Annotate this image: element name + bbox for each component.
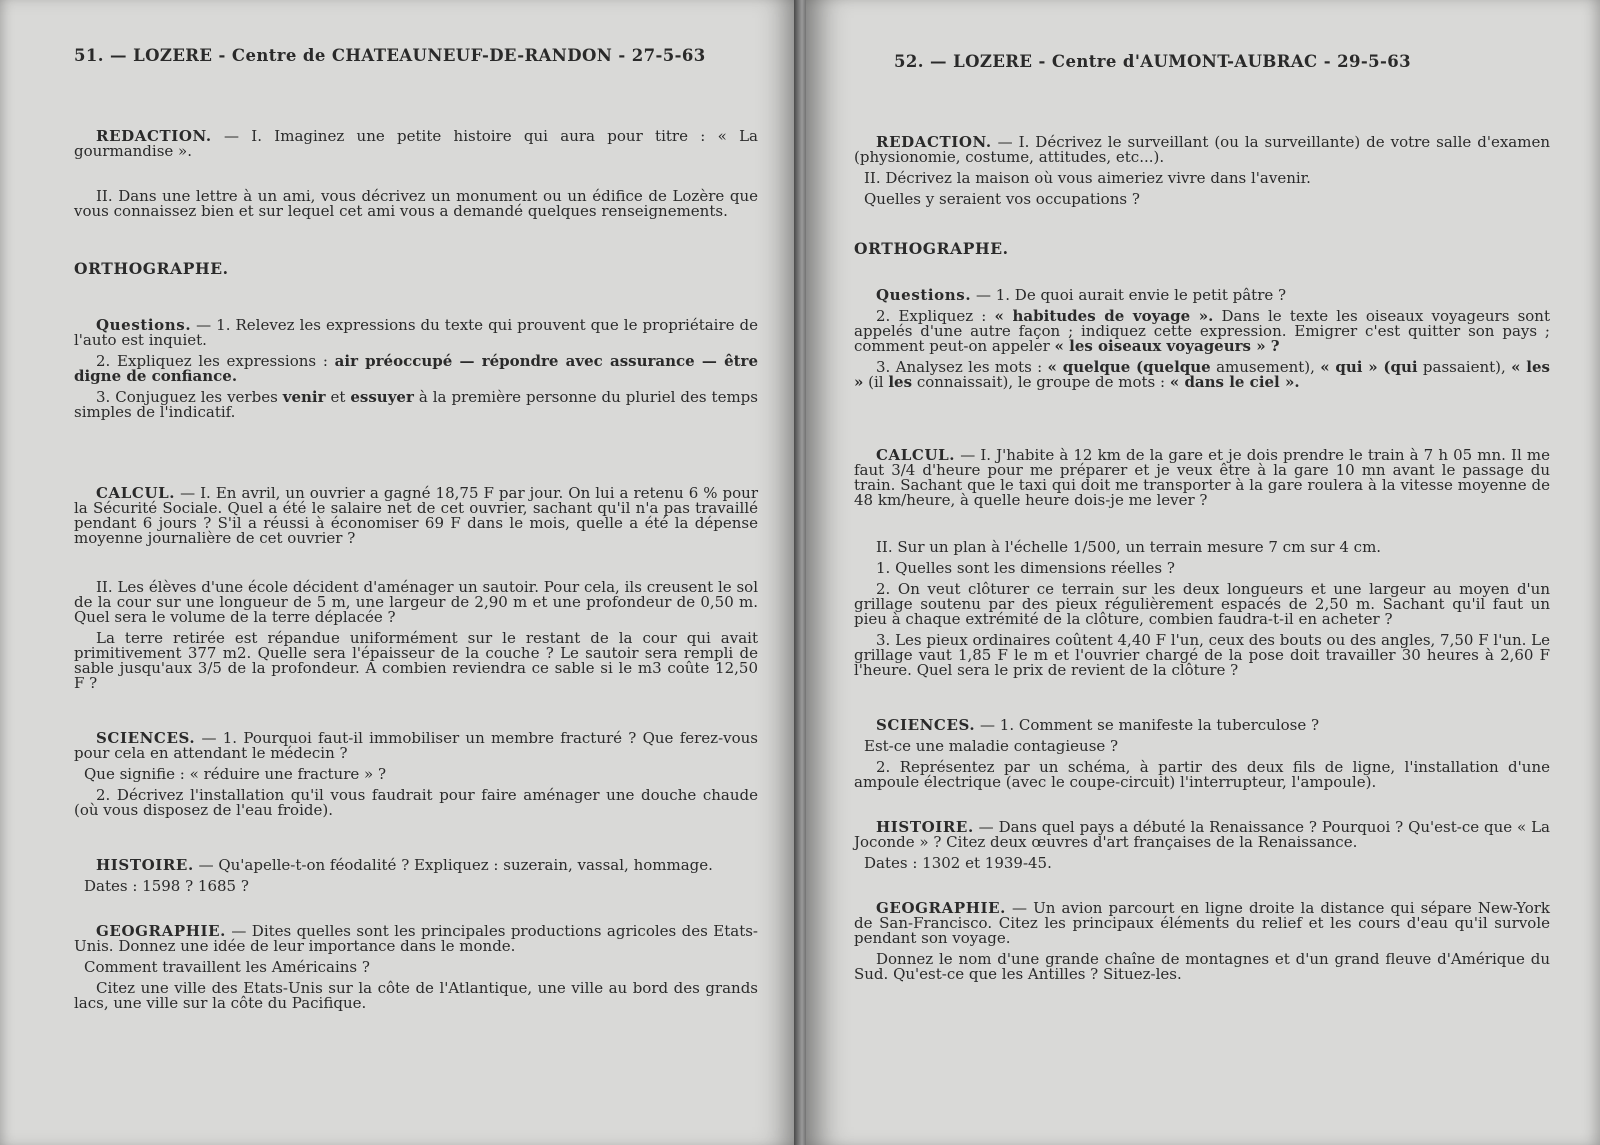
paragraph: 2. Décrivez l'installation qu'il vous faudrait pour faire aménager une douche chaude (où vous disposez de l'eau froide). <box>74 786 758 819</box>
orthographe-section <box>854 288 1550 390</box>
paragraph: II. Les élèves d'une école décident d'aménager un sautoir. Pour cela, ils creusent le sol de la cour sur une longueur de 5 m, une largeur de 2,90 m et une profondeur de 0,50 m. Quel sera le volume de la terre déplacée ? <box>74 578 758 626</box>
geographie-section <box>854 901 1550 982</box>
paragraph: — Un avion parcourt en ligne droite la distance qui sépare New-York de San-Francisco. Citez les principaux éléments du relief et les cours d'eau qu'il survole pendant son voyage. <box>854 899 1550 947</box>
paragraph: — I. Imaginez une petite histoire qui aura pour titre : « La gourmandise ». <box>74 127 758 160</box>
text: Dans le texte les oiseaux voyageurs sont appelés d'une autre façon ; indiquez cette expression. Emigrer c'est quitter son pays ; comment peut-on appeler <box>854 307 1550 355</box>
text: 3. Analysez les mots : <box>876 358 1048 376</box>
paragraph: — I. J'habite à 12 km de la gare et je dois prendre le train à 7 h 05 mn. Il me faut 3/4 d'heure pour me préparer et je veux être à la gare 10 mn avant le passage du train. Sachant que le taxi qui doit me transporter à la gare roulera à la vitesse moyenne de 48 km/heure, à quelle heure dois-je me lever ? <box>854 446 1550 509</box>
section-heading: REDACTION. <box>96 127 212 145</box>
paragraph: — I. Décrivez le surveillant (ou la surveillante) de votre salle d'examen (physionomie, costume, attitudes, etc...). <box>854 133 1550 166</box>
histoire-section <box>854 820 1550 871</box>
text: amusement), <box>1210 358 1321 376</box>
emphasis: « qui » (qui <box>1320 358 1418 376</box>
paragraph: 3. Conjuguez les verbes <box>96 388 283 406</box>
text: passaient), <box>1417 358 1512 376</box>
redaction-section <box>74 129 758 219</box>
text: à la première personne du pluriel des temps simples de l'indicatif. <box>74 388 758 421</box>
calcul-section <box>74 486 758 691</box>
section-heading: GEOGRAPHIE. <box>96 922 226 940</box>
emphasis: « les oiseaux voyageurs » ? <box>1054 337 1280 355</box>
geographie-section <box>74 924 758 1011</box>
paragraph: — I. En avril, un ouvrier a gagné 18,75 F par jour. On lui a retenu 6 % pour la Sécurité Sociale. Quel a été le salaire net de cet ouvrier, sachant qu'il n'a pas travaillé pendant 6 jours ? S'il a réussi à économiser 69 F dans le mois, quelle a été la dépense moyenne journalière de cet ouvrier ? <box>74 484 758 547</box>
emphasis: « dans le ciel ». <box>1169 373 1300 391</box>
paragraph: La terre retirée est répandue uniformément sur le restant de la cour qui avait primitivement 377 m2. Quelle sera l'épaisseur de la couche ? Le sautoir sera rempli de sable jusqu'aux 3/5 de la profondeur. A combien reviendra ce sable si le m3 coûte 12,50 F ? <box>74 629 758 692</box>
emphasis: essuyer <box>350 388 414 406</box>
page-header: 51. — LOZERE - Centre de CHATEAUNEUF-DE-RANDON - 27-5-63 <box>74 46 706 65</box>
section-heading: SCIENCES. <box>96 729 196 747</box>
paragraph: Citez une ville des Etats-Unis sur la côte de l'Atlantique, une ville au bord des grands lacs, une ville sur la côte du Pacifique. <box>74 979 758 1012</box>
text: (il <box>863 373 889 391</box>
text: et <box>325 388 351 406</box>
paragraph: Que signifie : « réduire une fracture » ? <box>84 765 387 783</box>
paragraph: Dates : 1598 ? 1685 ? <box>84 877 249 895</box>
emphasis: les <box>888 373 913 391</box>
paragraph: — Qu'apelle-t-on féodalité ? Expliquez : suzerain, vassal, hommage. <box>193 856 713 874</box>
subsection-heading: Questions. <box>876 286 972 304</box>
paragraph: — 1. De quoi aurait envie le petit pâtre ? <box>971 286 1287 304</box>
paragraph: II. Décrivez la maison où vous aimeriez vivre dans l'avenir. <box>864 169 1311 187</box>
section-heading: CALCUL. <box>96 484 176 502</box>
text: connaissait), le groupe de mots : <box>912 373 1170 391</box>
paragraph: 2. On veut clôturer ce terrain sur les deux longueurs et une largeur au moyen d'un grillage soutenu par des pieux régulièrement espacés de 2,50 m. Sachant qu'il faut un pieu à chaque extrémité de la clôture, combien faudra-t-il en acheter ? <box>854 580 1550 628</box>
paragraph: — 1. Relevez les expressions du texte qui prouvent que le propriétaire de l'auto est inquiet. <box>74 316 758 349</box>
emphasis: venir <box>282 388 326 406</box>
calcul-section <box>854 448 1550 678</box>
section-heading: ORTHOGRAPHE. <box>854 239 1009 258</box>
paragraph: — 1. Pourquoi faut-il immobiliser un membre fracturé ? Que ferez-vous pour cela en attendant le médecin ? <box>74 729 758 762</box>
paragraph: — 1. Comment se manifeste la tuberculose ? <box>975 716 1320 734</box>
right-page <box>806 0 1600 1145</box>
emphasis: air préoccupé — répondre avec assurance — être digne de confiance. <box>74 352 758 385</box>
paragraph: Est-ce une maladie contagieuse ? <box>864 737 1119 755</box>
section-heading: HISTOIRE. <box>96 856 194 874</box>
emphasis: « quelque (quelque <box>1047 358 1211 376</box>
paragraph: 2. Expliquez les expressions : <box>96 352 335 370</box>
subsection-heading: Questions. <box>96 316 192 334</box>
paragraph: 3. Les pieux ordinaires coûtent 4,40 F l'un, ceux des bouts ou des angles, 7,50 F l'un. Le grillage vaut 1,85 F le m et l'ouvrier chargé de la pose doit travailler 30 heures à 2,60 F l'heure. Quel sera le prix de revient de la clôture ? <box>854 631 1551 679</box>
orthographe-section <box>74 318 758 420</box>
section-heading: HISTOIRE. <box>876 818 974 836</box>
histoire-section <box>74 858 758 894</box>
section-heading: REDACTION. <box>876 133 992 151</box>
section-heading: CALCUL. <box>876 446 956 464</box>
paragraph: Donnez le nom d'une grande chaîne de montagnes et d'un grand fleuve d'Amérique du Sud. Qu'est-ce que les Antilles ? Situez-les. <box>854 950 1550 983</box>
section-heading: ORTHOGRAPHE. <box>74 259 229 278</box>
section-heading: SCIENCES. <box>876 716 976 734</box>
emphasis: « les » <box>854 358 1550 391</box>
section-heading: GEOGRAPHIE. <box>876 899 1006 917</box>
paragraph: II. Sur un plan à l'échelle 1/500, un terrain mesure 7 cm sur 4 cm. <box>876 538 1382 556</box>
paragraph: — Dites quelles sont les principales productions agricoles des Etats-Unis. Donnez une idée de leur importance dans le monde. <box>74 922 758 955</box>
page-header: 52. — LOZERE - Centre d'AUMONT-AUBRAC - 29-5-63 <box>894 52 1412 71</box>
text: 2. Expliquez : <box>876 307 995 325</box>
paragraph: Quelles y seraient vos occupations ? <box>864 190 1140 208</box>
emphasis: « habitudes de voyage ». <box>994 307 1214 325</box>
paragraph: Comment travaillent les Américains ? <box>84 958 370 976</box>
paragraph: 2. Représentez par un schéma, à partir des deux fils de ligne, l'installation d'une ampoule électrique (avec le coupe-circuit) l'interrupteur, l'ampoule). <box>854 758 1550 791</box>
redaction-section <box>854 135 1550 207</box>
paragraph: 1. Quelles sont les dimensions réelles ? <box>876 559 1175 577</box>
paragraph: Dates : 1302 et 1939-45. <box>864 854 1052 872</box>
sciences-section <box>74 731 758 818</box>
sciences-section <box>854 718 1550 790</box>
paragraph: II. Dans une lettre à un ami, vous décrivez un monument ou un édifice de Lozère que vous connaissez bien et sur lequel cet ami vous a demandé quelques renseignements. <box>74 187 758 220</box>
paragraph: — Dans quel pays a débuté la Renaissance ? Pourquoi ? Qu'est-ce que « La Joconde » ? Citez deux œuvres d'art françaises de la Renaissance. <box>854 818 1550 851</box>
